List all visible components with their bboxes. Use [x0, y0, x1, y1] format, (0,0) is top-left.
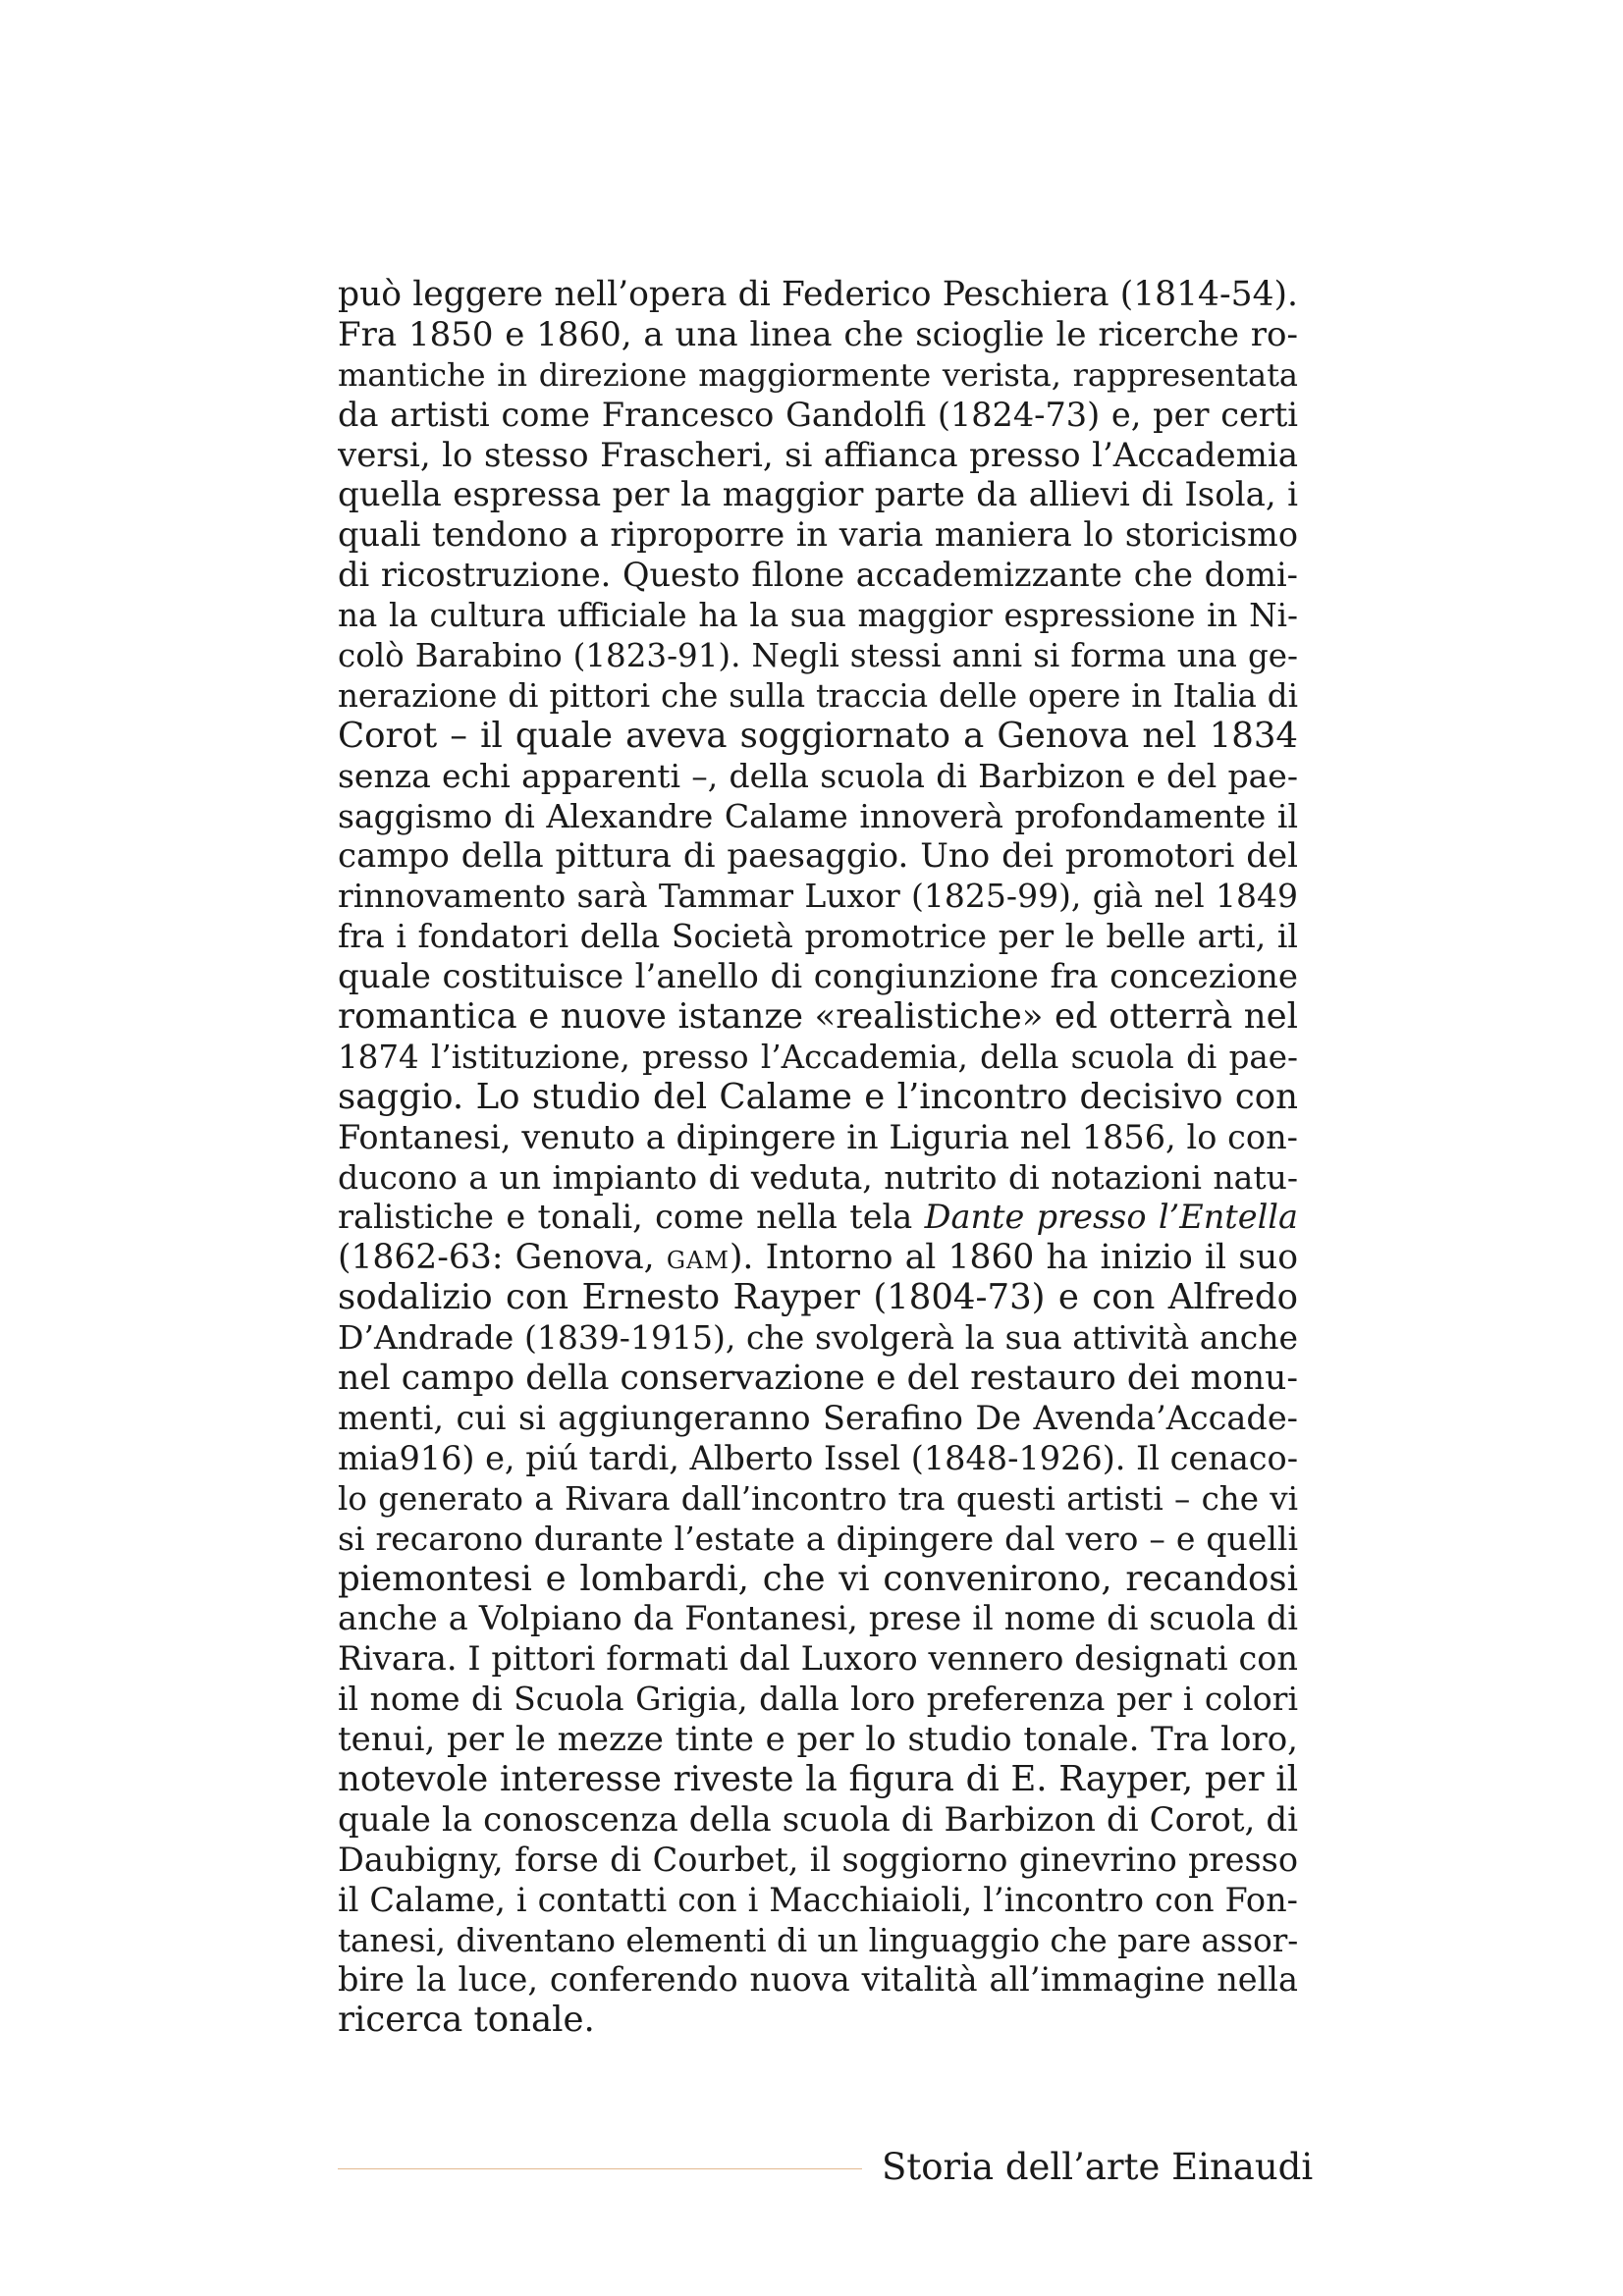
text-line: tenui, per le mezze tinte e per lo studio tonale. Tra loro, [338, 1720, 1298, 1760]
text-line: anche a Volpiano da Fontanesi, prese il nome di scuola di [338, 1599, 1298, 1638]
footer-title: Storia dell’arte Einaudi [882, 2146, 1314, 2188]
text-line: D’Andrade (1839-1915), che svolgerà la sua attività anche [338, 1318, 1298, 1358]
text-line: si recarono durante l’estate a dipingere dal vero – e quelli [338, 1519, 1298, 1558]
text-line: tanesi, diventano elementi di un linguaggio che pare assor- [338, 1921, 1298, 1959]
text-line: 1874 l’istituzione, presso l’Accademia, della scuola di pae- [338, 1038, 1298, 1076]
text-line: Fontanesi, venuto a dipingere in Liguria nel 1856, lo con- [338, 1117, 1298, 1156]
text-line: nerazione di pittori che sulla traccia delle opere in Italia di [338, 676, 1298, 715]
text-line: quali tendono a riproporre in varia maniera lo storicismo [338, 515, 1298, 555]
text-line: può leggere nell’opera di Federico Peschiera (1814-54). [338, 275, 1298, 314]
text-line: quella espressa per la maggior parte da allievi di Isola, i [338, 475, 1298, 515]
text-line: piemontesi e lombardi, che vi convenirono, recandosi [338, 1559, 1298, 1599]
text-line: Fra 1850 e 1860, a una linea che scioglie le ricerche ro- [338, 314, 1298, 354]
artwork-title: Dante presso l’Entella [924, 1198, 1298, 1237]
text-line: saggismo di Alexandre Calame innoverà profondamente il [338, 796, 1298, 835]
text-line: quale la conoscenza della scuola di Barbizon di Corot, di [338, 1799, 1298, 1840]
text-line: senza echi apparenti –, della scuola di Barbizon e del pae- [338, 756, 1298, 795]
text-line [338, 1238, 1298, 1278]
text-line: lo generato a Rivara dall’incontro tra questi artisti – che vi [338, 1479, 1298, 1518]
text-segment: ralistiche e tonali, come nella tela [338, 1198, 913, 1237]
text-line: da artisti come Francesco Gandolfi (1824-73) e, per certi [338, 395, 1298, 434]
museum-abbreviation: gam [666, 1238, 730, 1278]
text-line: di ricostruzione. Questo filone accademizzante che domi- [338, 556, 1298, 595]
text-line: campo della pittura di paesaggio. Uno dei promotori del [338, 836, 1298, 877]
text-line: Corot – il quale aveva soggiornato a Genova nel 1834 [338, 716, 1298, 756]
text-line: rinnovamento sarà Tammar Luxor (1825-99), già nel 1849 [338, 877, 1298, 916]
text-line: versi, lo stesso Frascheri, si affianca presso l’Accademia [338, 435, 1298, 475]
text-line: il nome di Scuola Grigia, dalla loro preferenza per i colori [338, 1680, 1298, 1719]
text-line: notevole interesse riveste la figura di E. Rayper, per il [338, 1759, 1298, 1799]
text-line: romantica e nuove istanze «realistiche» ed otterrà nel [338, 997, 1298, 1038]
text-segment: ). Intorno al 1860 ha inizio il suo [729, 1238, 1298, 1278]
text-line: Rivara. I pittori formati dal Luxoro vennero designati con [338, 1639, 1298, 1679]
text-line: ducono a un impianto di veduta, nutrito di notazioni natu- [338, 1157, 1298, 1197]
text-line: na la cultura ufficiale ha la sua maggior espressione in Ni- [338, 597, 1298, 635]
text-line: bire la luce, conferendo nuova vitalità all’immagine nella [338, 1960, 1298, 2000]
text-line: nel campo della conservazione e del restauro dei monu- [338, 1359, 1298, 1399]
text-line: menti, cui si aggiungeranno Serafino De Avenda’Accade- [338, 1398, 1298, 1437]
text-line: il Calame, i contatti con i Macchiaioli, l’incontro con Fon- [338, 1880, 1298, 1919]
text-segment: (1862-63: Genova, [338, 1238, 655, 1278]
text-line: Daubigny, forse di Courbet, il soggiorno ginevrino presso [338, 1840, 1298, 1879]
text-line: saggio. Lo studio del Calame e l’incontro decisivo con [338, 1077, 1298, 1117]
text-line: mia916) e, piú tardi, Alberto Issel (1848-1926). Il cenaco- [338, 1438, 1298, 1477]
text-line: colò Barabino (1823-91). Negli stessi anni si forma una ge- [338, 637, 1298, 675]
text-line [338, 1198, 1298, 1238]
text-line: mantiche in direzione maggiormente verista, rappresentata [338, 355, 1298, 394]
text-line: fra i fondatori della Società promotrice per le belle arti, il [338, 917, 1298, 956]
text-line: sodalizio con Ernesto Rayper (1804-73) e con Alfredo [338, 1278, 1298, 1318]
text-line: quale costituisce l’anello di congiunzione fra concezione [338, 957, 1298, 997]
body-text [338, 275, 1298, 2041]
text-line: ricerca tonale. [338, 2001, 595, 2041]
footer-rule [338, 2168, 862, 2169]
